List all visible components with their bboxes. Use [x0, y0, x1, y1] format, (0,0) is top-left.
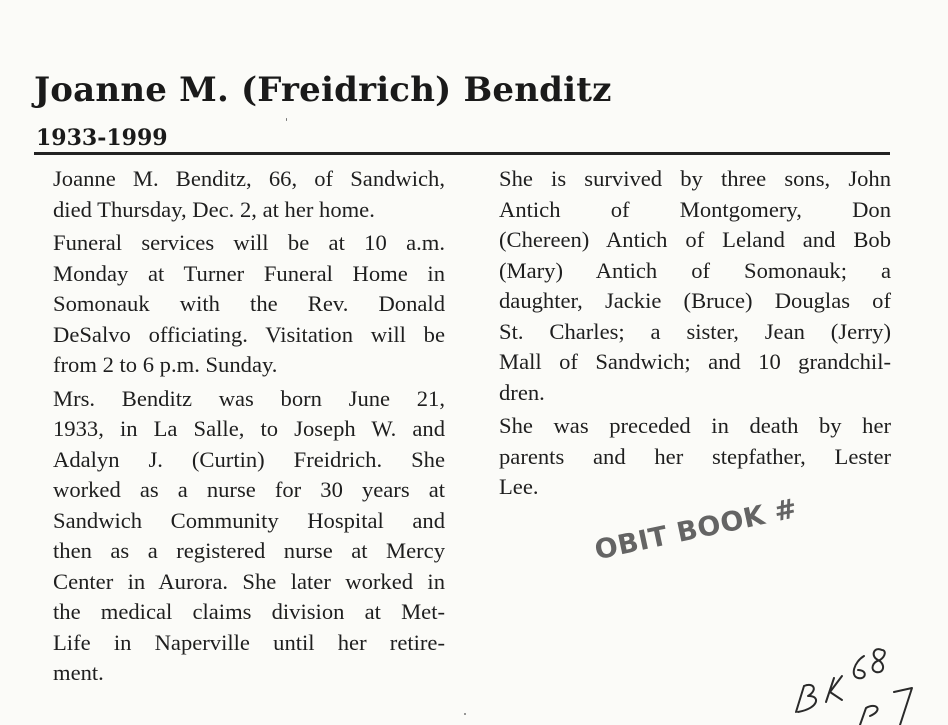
text-line: died Thursday, Dec. 2, at her home.: [53, 196, 375, 222]
text-line: St. Charles; a sister, Jean (Jerry): [499, 318, 891, 344]
life-years: 1933-1999: [36, 125, 168, 151]
text-line: Sandwich Community Hospital and: [53, 507, 445, 533]
text-line: She was preceded in death by her: [499, 413, 891, 438]
text-line: Monday at Turner Funeral Home in: [53, 260, 445, 286]
text-line: ment.: [53, 660, 104, 685]
text-line: from 2 to 6 p.m. Sunday.: [53, 352, 278, 377]
handwritten-note: [790, 640, 940, 725]
text-line: 1933, in La Salle, to Joseph W. and: [53, 416, 445, 441]
obituary-title: Joanne M. (Freidrich) Benditz: [34, 70, 612, 110]
paper-speck: [286, 118, 287, 121]
text-line: Funeral services will be at 10 a.m.: [53, 230, 445, 255]
text-line: DeSalvo officiating. Visitation will be: [53, 321, 445, 347]
left-column: [36, 164, 445, 692]
text-line: Adalyn J. (Curtin) Freidrich. She: [53, 446, 445, 472]
text-line: worked as a nurse for 30 years at: [53, 477, 445, 502]
text-line: Somonauk with the Rev. Donald: [53, 291, 445, 316]
obituary-paragraph: [482, 411, 891, 503]
obituary-paragraph: [482, 164, 891, 408]
obit-book-stamp: OBIT BOOK #: [592, 493, 801, 567]
text-line: She is survived by three sons, John: [499, 166, 891, 191]
text-line: Life in Naperville until her retire-: [53, 629, 445, 655]
text-line: Center in Aurora. She later worked in: [53, 568, 445, 594]
text-line: dren.: [499, 379, 545, 405]
obituary-paragraph: [36, 164, 445, 225]
text-line: then as a registered nurse at Mercy: [53, 538, 445, 563]
text-line: parents and her stepfather, Lester: [499, 443, 891, 469]
text-line: Lee.: [499, 474, 539, 499]
right-column: [482, 164, 891, 506]
text-line: Mrs. Benditz was born June 21,: [53, 385, 445, 411]
obituary-paragraph: [36, 228, 445, 381]
text-line: Mall of Sandwich; and 10 grandchil-: [499, 349, 891, 374]
obituary-paragraph: [36, 384, 445, 689]
paper-speck: [464, 713, 466, 715]
text-line: the medical claims division at Met-: [53, 599, 445, 624]
text-line: (Mary) Antich of Somonauk; a: [499, 257, 891, 283]
header-divider: [34, 152, 890, 155]
text-line: (Chereen) Antich of Leland and Bob: [499, 227, 891, 252]
text-line: Joanne M. Benditz, 66, of Sandwich,: [53, 166, 445, 191]
text-line: Antich of Montgomery, Don: [499, 196, 891, 222]
text-line: daughter, Jackie (Bruce) Douglas of: [499, 288, 891, 313]
